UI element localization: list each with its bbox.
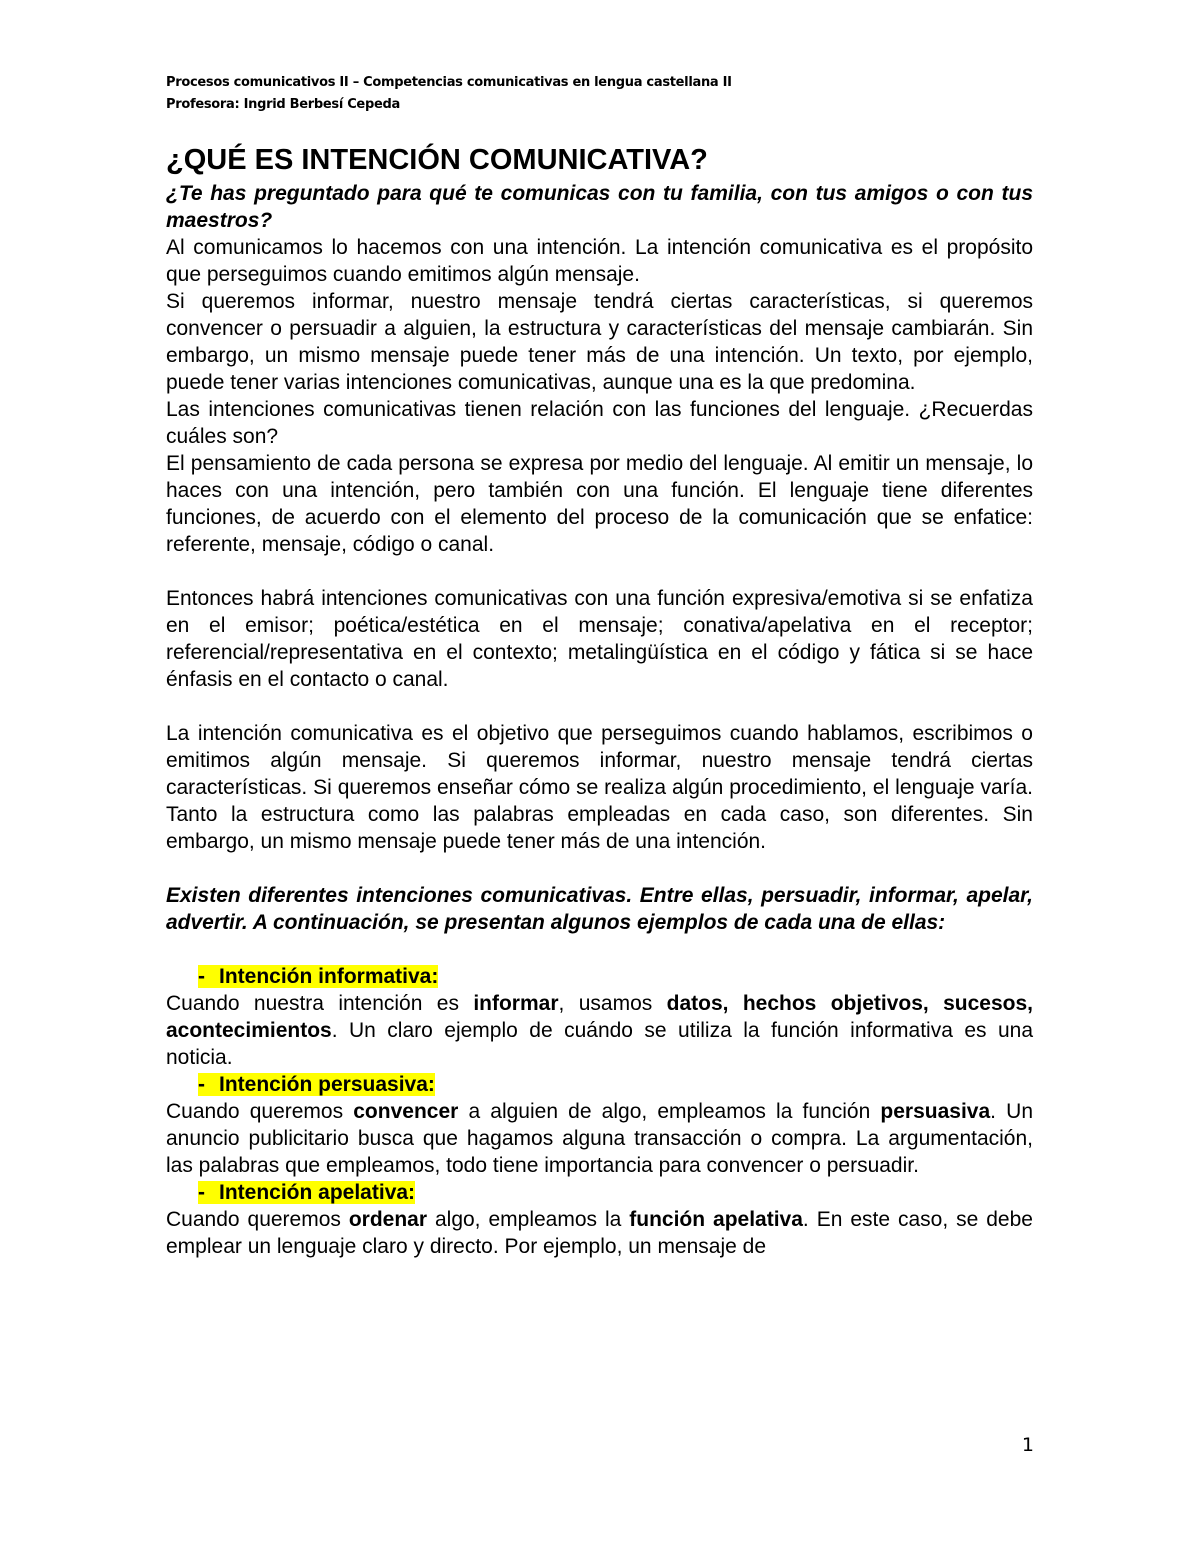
text-run: a alguien de algo, empleamos la función — [458, 1100, 881, 1123]
spacer — [166, 558, 1033, 585]
bold-run: informar — [473, 992, 559, 1015]
text-run: , usamos — [558, 992, 667, 1015]
section-body-informativa — [166, 990, 1033, 1071]
dash-marker: - — [198, 1181, 219, 1204]
bold-run: función apelativa — [629, 1208, 803, 1231]
text-run: . Un claro ejemplo de cuándo se utiliza la función informativa es una noticia. — [166, 1019, 1033, 1069]
paragraph-4: El pensamiento de cada persona se expresa por medio del lenguaje. Al emitir un mensaje, lo haces con una intención, pero también con una función. El lenguaje tiene diferentes funciones, de acuerdo con el elemento del proceso de la comunicación que se enfatice: referente, mensaje, código o canal. — [166, 452, 1033, 556]
bold-run: persuasiva — [880, 1100, 991, 1123]
bold-run: convencer — [353, 1100, 459, 1123]
page-title: ¿QUÉ ES INTENCIÓN COMUNICATIVA? — [166, 144, 708, 176]
heading-informativa-text: Intención informativa: — [219, 965, 439, 988]
text-run: Cuando nuestra intención es — [166, 992, 474, 1015]
paragraph-1: Al comunicamos lo hacemos con una intención. La intención comunicativa es el propósito que perseguimos cuando emitimos algún mensaje. — [166, 236, 1033, 286]
teacher-line: Profesora: Ingrid Berbesí Cepeda — [166, 97, 400, 112]
bold-run: ordenar — [348, 1208, 428, 1231]
spacer — [166, 693, 1033, 720]
dash-marker: - — [198, 965, 219, 988]
heading-apelativa-text: Intención apelativa: — [219, 1181, 416, 1204]
paragraph-2: Si queremos informar, nuestro mensaje tendrá ciertas características, si queremos convencer o persuadir a alguien, la estructura y características del mensaje cambiarán. Sin embargo, un mismo mensaje puede tener más de una intención. Un texto, por ejemplo, puede tener varias intenciones comunicativas, aunque una es la que predomina. — [166, 290, 1033, 394]
section-heading-persuasiva — [198, 1071, 1033, 1098]
page-number: 1 — [1021, 1434, 1034, 1456]
paragraph-5: Entonces habrá intenciones comunicativas con una función expresiva/emotiva si se enfatiza en el emisor; poética/estética en el mensaje; conativa/apelativa en el receptor; referencial/representativa en el contexto; metalingüística en el código y fática si se hace énfasis en el contacto o canal. — [166, 587, 1033, 691]
spacer — [166, 855, 1033, 882]
section-heading-apelativa — [198, 1179, 1033, 1206]
bold-run: datos, hechos objetivos, sucesos, acontecimientos — [166, 992, 1033, 1042]
course-line: Procesos comunicativos II – Competencias comunicativas en lengua castellana II — [166, 75, 732, 90]
text-run: Cuando queremos — [166, 1100, 354, 1123]
section-body-persuasiva — [166, 1098, 1033, 1179]
spacer — [166, 936, 1033, 963]
page-header — [166, 72, 1046, 116]
dash-marker: - — [198, 1073, 219, 1096]
paragraph-6: La intención comunicativa es el objetivo que perseguimos cuando hablamos, escribimos o emitimos algún mensaje. Si queremos informar, nuestro mensaje tendrá ciertas características. Si queremos enseñar cómo se realiza algún procedimiento, el lenguaje varía. Tanto la estructura como las palabras empleadas en cada caso, son diferentes. Sin embargo, un mismo mensaje puede tener más de una intención. — [166, 722, 1033, 853]
text-run: Cuando queremos — [166, 1208, 349, 1231]
heading-persuasiva-text: Intención persuasiva: — [219, 1073, 435, 1096]
text-run: algo, empleamos la — [427, 1208, 630, 1231]
text-run: . En este caso, se debe emplear un lenguaje claro y directo. Por ejemplo, un mensaje de — [166, 1208, 1033, 1258]
document-body — [166, 140, 1033, 1260]
text-run: . Un anuncio publicitario busca que hagamos alguna transacción o compra. La argumentación, las palabras que empleamos, todo tiene importancia para convencer o persuadir. — [166, 1100, 1033, 1177]
section-heading-informativa — [198, 963, 1033, 990]
paragraph-3: Las intenciones comunicativas tienen relación con las funciones del lenguaje. ¿Recuerdas cuáles son? — [166, 398, 1033, 448]
intro-question: ¿Te has preguntado para qué te comunicas con tu familia, con tus amigos o con tus maestros? — [166, 182, 1033, 232]
section-body-apelativa — [166, 1206, 1033, 1260]
intentions-intro: Existen diferentes intenciones comunicativas. Entre ellas, persuadir, informar, apelar, advertir. A continuación, se presentan algunos ejemplos de cada una de ellas: — [166, 884, 1033, 934]
